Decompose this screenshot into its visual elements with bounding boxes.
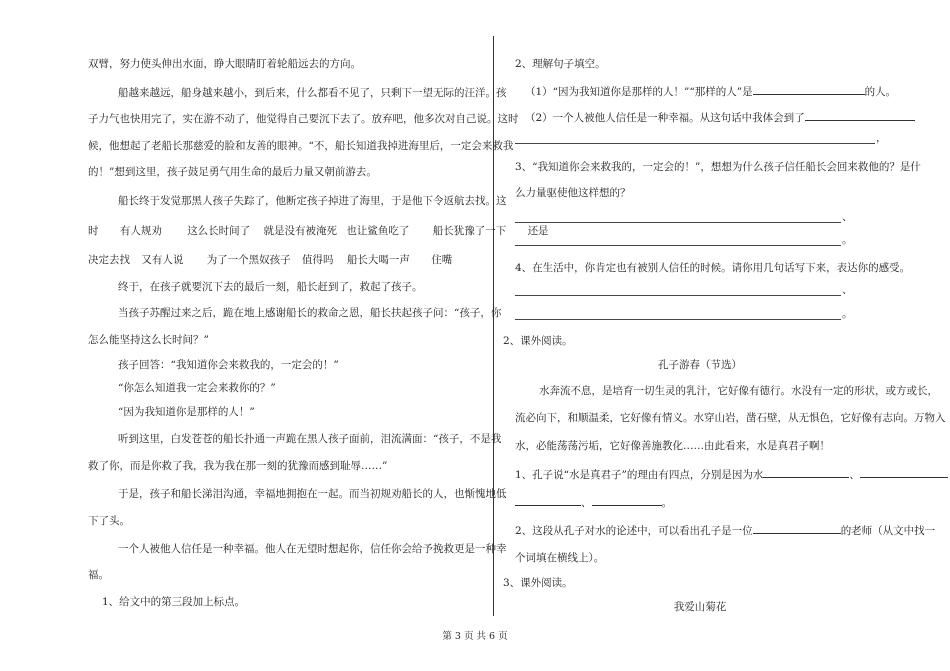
- question-text: （1）“因为我知道你是那样的人！”“那样的人”是: [525, 86, 753, 98]
- text-line: 船越来越远，船身越来越小，到后来，什么都看不见了，只剩下一望无际的汪洋。孩: [118, 87, 507, 99]
- word: 还是: [527, 225, 549, 237]
- punct: 。: [842, 234, 853, 246]
- kongzi-question-2: [515, 523, 935, 538]
- page-footer: 第 3 页 共 6 页: [442, 631, 508, 642]
- answer-line[interactable]: [515, 295, 841, 296]
- passage-title: 孔子游春（节选）: [658, 359, 742, 371]
- text-line: 候，他想起了老船长那慈爱的脸和友善的眼神。“不，船长知道我掉进海里后，一定会来救我: [88, 140, 514, 152]
- answer-line[interactable]: [515, 245, 841, 246]
- text-line: 救了你，而是你救了我，我为我在那一刻的犹豫而感到耻辱……”: [88, 460, 388, 472]
- answer-line[interactable]: [515, 319, 841, 320]
- punct: ，: [876, 132, 887, 144]
- passage-title: 我爱山菊花: [673, 601, 727, 613]
- word: 船长大喝一声: [346, 254, 410, 266]
- question-3-cont: 么力量驱使他这样想的？: [515, 187, 631, 199]
- kongzi-question-2-cont: 个词填在横线上）。: [515, 552, 605, 564]
- text-line: 的！”想到这里，孩子鼓足勇气用生命的最后力量又朝前游去。: [88, 166, 377, 178]
- text-line: 于是，孩子和船长涕泪沟通，幸福地拥抱在一起。而当初规劝船长的人，也惭愧地低: [118, 488, 507, 500]
- word: 有人规劝: [119, 225, 162, 237]
- text-line: 一个人被他人信任是一种幸福。他人在无望时想起你，信任你会给予挽救更是一种幸: [118, 543, 507, 555]
- answer-blank[interactable]: [592, 495, 662, 506]
- question-text: 2、这段从孔子对水的论述中，可以看出孔子是一位: [515, 525, 753, 537]
- question-text: 的老师（从文中找一: [840, 525, 936, 537]
- word: 又有人说: [141, 254, 184, 266]
- passage-line: 水奔流不息，是培育一切生灵的乳汁，它好像有德行。水没有一定的形状，或方或长，: [539, 385, 938, 397]
- text-line: 终于，在孩子就要沉下去的最后一刻，船长赶到了，救起了孩子。: [118, 281, 423, 293]
- kongzi-question-1: [515, 467, 948, 482]
- word: 值得吗: [302, 254, 334, 266]
- word: 时: [88, 225, 99, 237]
- question-4: 4、在生活中，你肯定也有被别人信任的时候。请你用几句话写下来，表达你的感受。: [515, 262, 911, 274]
- punct: 、: [842, 284, 853, 296]
- answer-line[interactable]: [515, 143, 875, 144]
- question-2: 2、理解句子填空。: [515, 58, 606, 70]
- word: 船长犹豫了一下: [432, 225, 507, 237]
- answer-blank[interactable]: [753, 84, 865, 95]
- passage-line: 流必向下，和顺温柔，它好像有情义。水穿山岩，凿石壁，从无惧色，它好像有志向。万物入: [515, 412, 946, 424]
- punct: 、: [849, 469, 860, 481]
- answer-line[interactable]: [515, 222, 841, 223]
- text-line: 子力气也快用完了，实在游不动了，他觉得自己要沉下去了。放弃吧，他多次对自己说。这时: [88, 113, 519, 125]
- text-line: 当孩子苏醒过来之后，跪在地上感谢船长的救命之恩，船长扶起孩子问：“孩子，你: [118, 307, 502, 319]
- punct: 、: [842, 211, 853, 223]
- section-2: 2、课外阅读。: [503, 335, 573, 347]
- text-line: 孩子回答：“我知道你会来救我的，一定会的！”: [118, 359, 339, 371]
- kongzi-question-1-cont: [515, 495, 672, 510]
- question-3: 3、“我知道你会来救我的，一定会的！”，想想为什么孩子信任船长会回来救他的？是什: [515, 161, 921, 173]
- punct: 。: [661, 497, 672, 509]
- text-line: 福。: [88, 569, 109, 581]
- word: 也让鲨鱼吃了: [346, 225, 410, 237]
- text-line: “因为我知道你是那样的人！”: [118, 406, 255, 418]
- question-1: 1、给文中的第三段加上标点。: [102, 596, 246, 608]
- section-3: 3、课外阅读。: [503, 577, 573, 589]
- text-line: 下了头。: [88, 515, 130, 527]
- word: 决定去找: [88, 254, 130, 266]
- question-text: 1、孔子说“水是真君子”的理由有四点，分别是因为水: [515, 469, 764, 481]
- text-line: 船长终于发觉那黑人孩子失踪了，他断定孩子掉进了海里，于是他下令返航去找。这: [118, 195, 507, 207]
- answer-blank[interactable]: [860, 467, 948, 478]
- question-2-2: [525, 110, 915, 125]
- word: 就是没有被淹死: [263, 225, 338, 237]
- unpunctuated-line: [88, 224, 549, 238]
- answer-blank[interactable]: [515, 495, 581, 506]
- text-line: 双臂，努力使头伸出水面，睁大眼睛盯着轮船远去的方向。: [88, 58, 361, 70]
- question-text: （2）一个人被他人信任是一种幸福。从这句话中我体会到了: [525, 112, 805, 124]
- question-text: 的人。: [864, 86, 897, 98]
- unpunctuated-line: [88, 253, 452, 267]
- text-line: “你怎么知道我一定会来救你的？”: [118, 382, 276, 394]
- punct: 、: [581, 497, 592, 509]
- text-line: 怎么能坚持这么长时间？”: [88, 334, 209, 346]
- word: 住嘴: [431, 254, 453, 266]
- answer-blank[interactable]: [763, 467, 849, 478]
- word: 为了一个黑奴孩子: [206, 254, 291, 266]
- answer-blank[interactable]: [805, 110, 915, 121]
- punct: 。: [842, 308, 853, 320]
- question-2-1: [525, 84, 896, 99]
- answer-blank[interactable]: [753, 523, 841, 534]
- passage-line: 水，必能荡荡污垢，它好像善施教化……由此看来，水是真君子啊！: [515, 440, 830, 452]
- word: 这么长时间了: [187, 225, 251, 237]
- text-line: 听到这里，白发苍苍的船长扑通一声跪在黑人孩子面前，泪流满面：“孩子，不是我: [118, 433, 502, 445]
